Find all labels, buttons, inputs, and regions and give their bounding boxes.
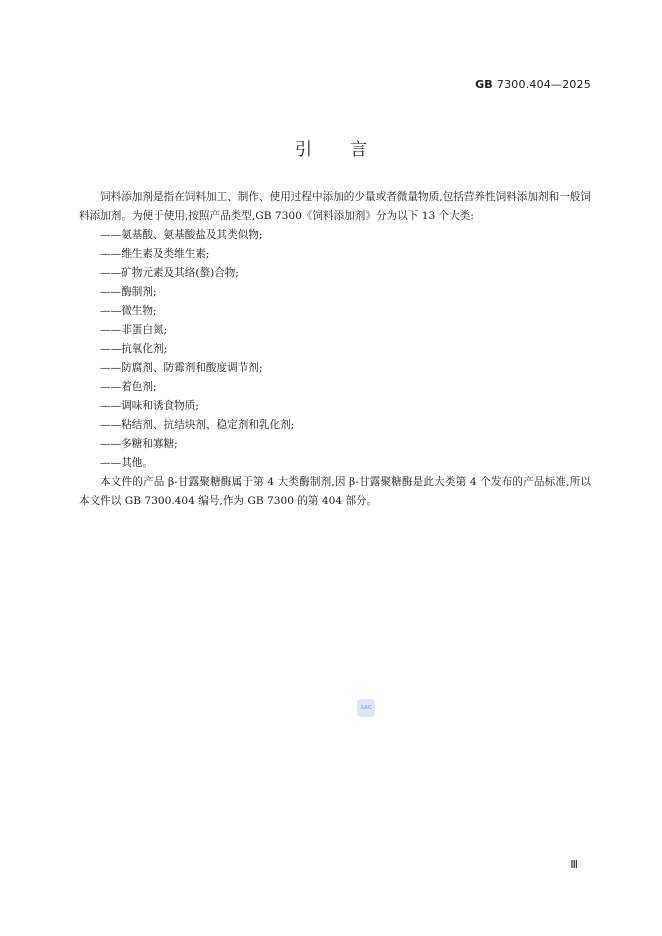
- category-item: ——防腐剂、防霉剂和酸度调节剂;: [100, 362, 263, 374]
- intro-paragraph: 饲料添加剂是指在饲料加工、制作、使用过程中添加的少量或者微量物质,包括营养性饲料添加剂和一般饲料添加剂。为便于使用,按照产品类型,GB 7300《饲料添加剂》分为以下 13 个大类:: [79, 191, 591, 222]
- numbering-paragraph: 本文件的产品 β-甘露聚糖酶属于第 4 大类酶制剂,因 β-甘露聚糖酶是此大类第 4 个发布的产品标准,所以本文件以 GB 7300.404 编号,作为 GB 7300 的第 404 部分。: [79, 476, 591, 507]
- standard-code: [475, 78, 591, 91]
- standard-code-number: 7300.404—2025: [496, 78, 591, 91]
- category-item: ——微生物;: [100, 305, 157, 317]
- category-item: ——抗氧化剂;: [100, 343, 168, 355]
- category-item: ——酶制剂;: [100, 286, 157, 298]
- category-list: [79, 226, 591, 473]
- category-item: ——多糖和寡糖;: [100, 438, 178, 450]
- category-item: ——矿物元素及其络(螯)合物;: [100, 267, 239, 279]
- category-item: ——氨基酸、氨基酸盐及其类似物;: [100, 229, 263, 241]
- page-title: 引言: [295, 140, 405, 160]
- category-item: ——其他。: [100, 457, 153, 469]
- category-item: ——着色剂;: [100, 381, 157, 393]
- page-number: Ⅲ: [570, 858, 578, 871]
- category-item: ——粘结剂、抗结块剂、稳定剂和乳化剂;: [100, 419, 295, 431]
- category-item: ——调味和诱食物质;: [100, 400, 199, 412]
- sac-watermark-logo: SAC: [357, 699, 375, 717]
- category-item: ——维生素及类维生素;: [100, 248, 210, 260]
- category-item: ——非蛋白氮;: [100, 324, 168, 336]
- body-text: [79, 188, 591, 511]
- standard-code-prefix: GB: [475, 78, 493, 91]
